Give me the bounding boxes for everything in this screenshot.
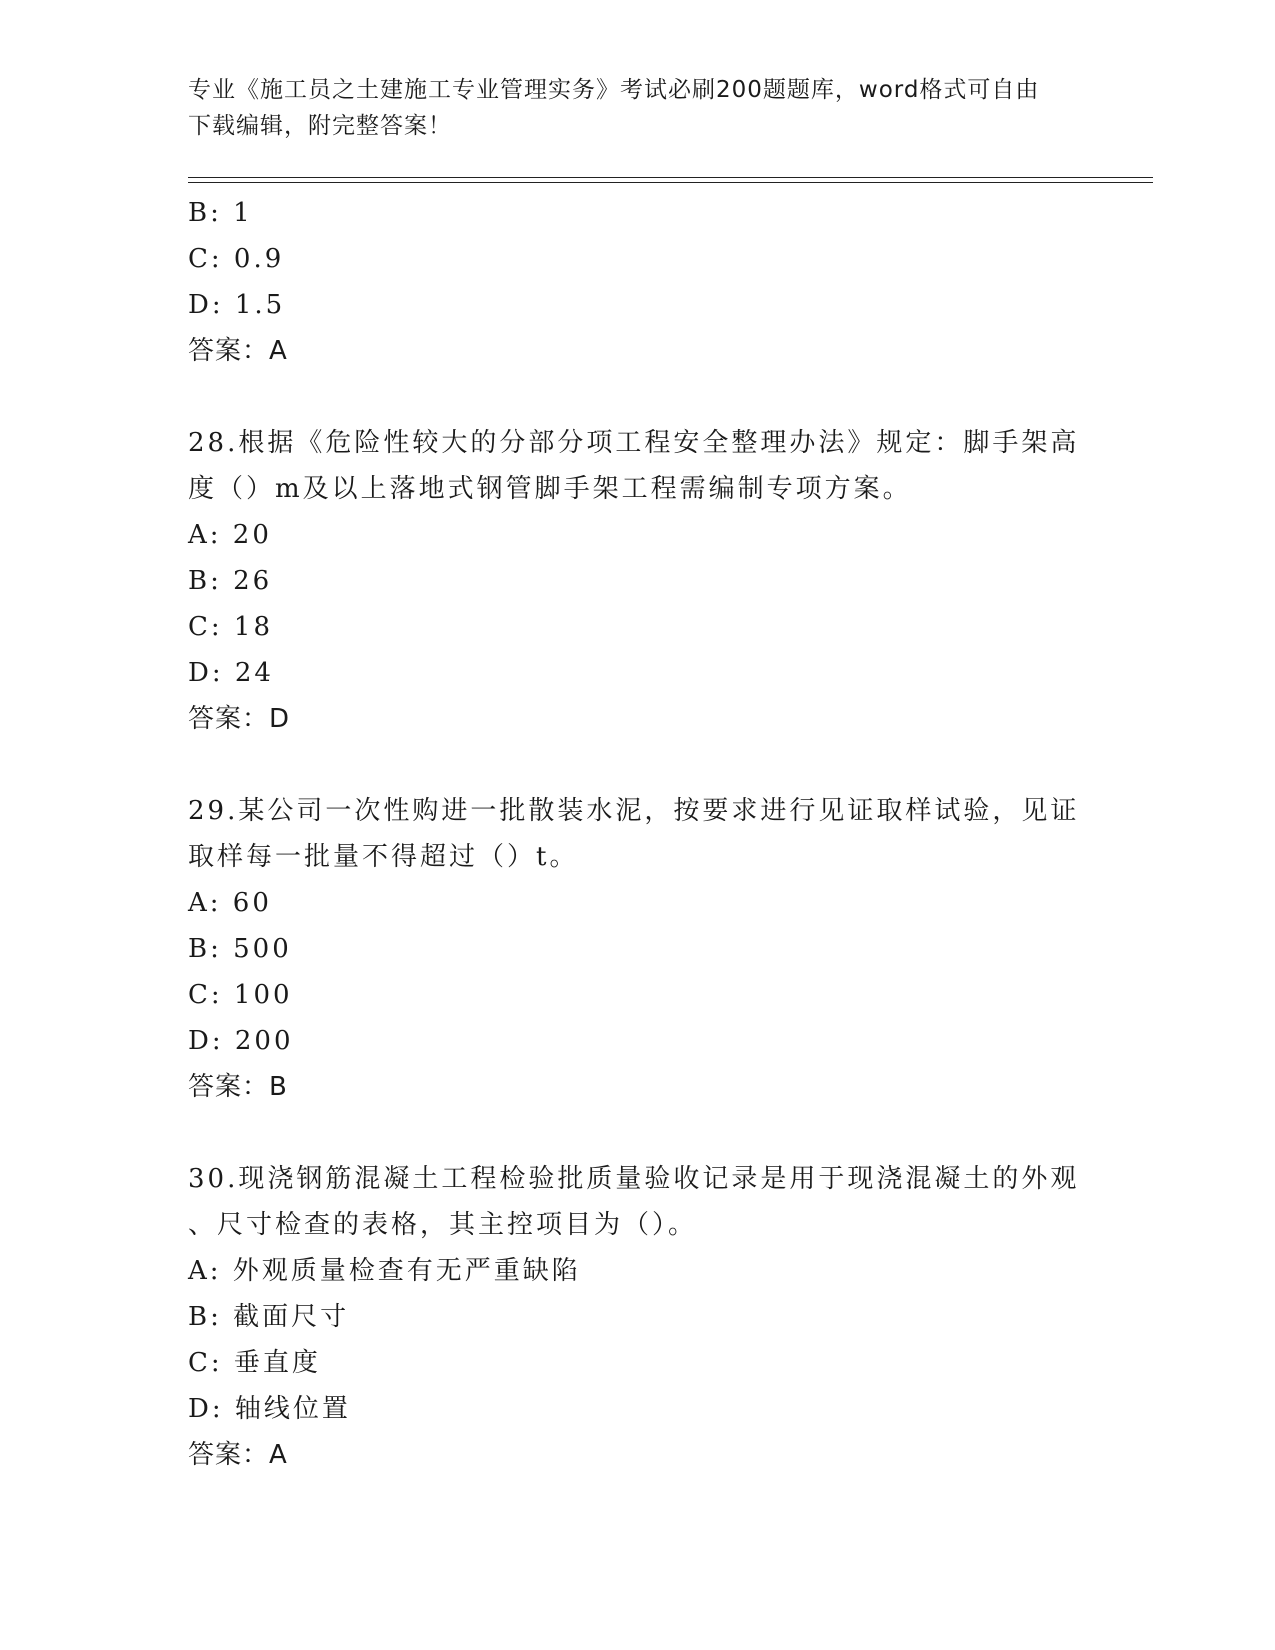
option-a: A: 20 <box>188 520 272 550</box>
option-b: B: 26 <box>188 566 273 596</box>
answer: 答案：B <box>188 1072 288 1102</box>
option-d: D: 200 <box>188 1026 294 1056</box>
question-stem-line-1: 30.现浇钢筋混凝土工程检验批质量验收记录是用于现浇混凝土的外观 <box>188 1164 1080 1194</box>
option-d: D: 轴线位置 <box>188 1394 351 1424</box>
option-a: A: 外观质量检查有无严重缺陷 <box>188 1256 581 1286</box>
answer: 答案：D <box>188 704 291 734</box>
question-28 <box>188 420 1088 742</box>
header-line-1: 专业《施工员之土建施工专业管理实务》考试必刷200题题库，word格式可自由 <box>188 77 1040 103</box>
option-c: C: 100 <box>188 980 293 1010</box>
option-c: C: 垂直度 <box>188 1348 321 1378</box>
question-stem-line-2: 、尺寸检查的表格，其主控项目为（）。 <box>188 1210 698 1240</box>
option-a: A: 60 <box>188 888 272 918</box>
header-divider-top <box>188 177 1153 178</box>
question-27-tail <box>188 190 1088 374</box>
option-c: C: 0.9 <box>188 244 285 274</box>
header-line-2: 下载编辑，附完整答案！ <box>188 113 452 139</box>
question-list <box>188 190 1088 1478</box>
question-stem-line-2: 取样每一批量不得超过（）t。 <box>188 842 579 872</box>
question-stem-line-1: 29.某公司一次性购进一批散装水泥，按要求进行见证取样试验，见证 <box>188 796 1080 826</box>
answer: 答案：A <box>188 1440 288 1470</box>
header-divider-bottom <box>188 182 1153 183</box>
option-b: B: 截面尺寸 <box>188 1302 350 1332</box>
option-d: D: 24 <box>188 658 274 688</box>
question-stem-line-2: 度（）m及以上落地式钢管脚手架工程需编制专项方案。 <box>188 474 912 504</box>
page-header <box>188 72 1088 144</box>
option-b: B: 1 <box>188 198 253 228</box>
question-stem-line-1: 28.根据《危险性较大的分部分项工程安全整理办法》规定：脚手架高 <box>188 428 1080 458</box>
question-30 <box>188 1156 1088 1478</box>
option-c: C: 18 <box>188 612 274 642</box>
option-b: B: 500 <box>188 934 292 964</box>
option-d: D: 1.5 <box>188 290 286 320</box>
question-29 <box>188 788 1088 1110</box>
answer: 答案：A <box>188 336 288 366</box>
